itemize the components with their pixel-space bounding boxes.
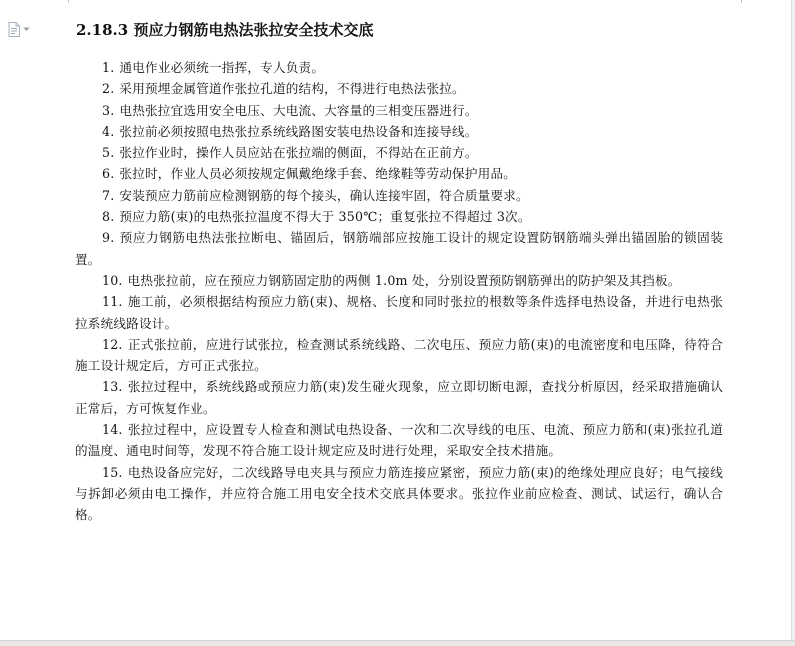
item-text: 张拉过程中，系统线路或预应力筋(束)发生碰火现象，应立即切断电源，查找分析原因，经采取措施确认正常后，方可恢复作业。: [75, 379, 723, 416]
item-number: 11.: [102, 294, 123, 310]
list-item: [75, 376, 723, 419]
page-corner-mark-right: [741, 0, 742, 3]
item-text: 张拉过程中，应设置专人检查和测试电热设备、一次和二次导线的电压、电流、预应力筋和(束)张拉孔道的温度、通电时间等，发现不符合施工设计规定应及时进行处理，采取安全技术措施。: [75, 422, 723, 459]
list-item: [75, 163, 723, 184]
list-item: [75, 334, 723, 377]
section-heading: [76, 18, 373, 42]
list-item: [75, 462, 723, 526]
item-number: 4.: [102, 123, 115, 139]
item-number: 13.: [102, 379, 123, 395]
section-number: 2.18.3: [76, 21, 129, 39]
item-text: 预应力筋(束)的电热张拉温度不得大于 350℃；重复张拉不得超过 3次。: [119, 209, 531, 225]
section-title: 预应力钢筋电热法张拉安全技术交底: [133, 21, 374, 39]
item-number: 2.: [102, 81, 115, 97]
item-text: 施工前，必须根据结构预应力筋(束)、规格、长度和同时张拉的根数等条件选择电热设备，并进行电热张拉系统线路设计。: [75, 294, 723, 331]
item-text: 安装预应力筋前应检测钢筋的每个接头，确认连接牢固，符合质量要求。: [119, 187, 529, 203]
list-item: [75, 270, 723, 291]
item-text: 张拉时，作业人员必须按规定佩戴绝缘手套、绝缘鞋等劳动保护用品。: [119, 166, 517, 182]
item-text: 电热张拉宜选用安全电压、大电流、大容量的三相变压器进行。: [119, 102, 478, 118]
item-text: 电热设备应完好，二次线路导电夹具与预应力筋连接应紧密，预应力筋(束)的绝缘处理应良好；电气接线与拆卸必须由电工操作，并应符合施工用电安全技术交底具体要求。张拉作业前应检查、测试、试运行，确认合格。: [75, 464, 723, 523]
page-bottom-edge: [0, 640, 795, 646]
item-number: 7.: [102, 187, 115, 203]
list-item: [75, 206, 723, 227]
item-number: 3.: [102, 102, 115, 118]
item-number: 9.: [102, 230, 115, 246]
document-menu-button[interactable]: [8, 21, 30, 37]
page-corner-mark-left: [68, 0, 69, 3]
list-item: [75, 185, 723, 206]
list-item: [75, 78, 723, 99]
item-number: 6.: [102, 166, 115, 182]
item-number: 5.: [102, 145, 115, 161]
item-text: 电热张拉前，应在预应力钢筋固定肋的两侧 1.0m 处，分别设置预防钢筋弹出的防护架及其挡板。: [127, 272, 681, 288]
item-text: 张拉作业时，操作人员应站在张拉端的侧面，不得站在正前方。: [119, 145, 478, 161]
procedure-list: [75, 57, 723, 526]
item-number: 10.: [102, 272, 123, 288]
item-text: 通电作业必须统一指挥，专人负责。: [119, 60, 325, 75]
list-item: [75, 291, 723, 334]
window-right-edge: [791, 0, 795, 646]
document-icon: [8, 22, 20, 37]
item-text: 预应力钢筋电热法张拉断电、锚固后，钢筋端部应按施工设计的规定设置防钢筋端头弹出锚固胎的锁固装置。: [75, 230, 723, 267]
list-item: [75, 142, 723, 163]
list-item: [75, 100, 723, 121]
list-item: [75, 121, 723, 142]
item-number: 15.: [102, 464, 123, 480]
item-number: 12.: [102, 336, 123, 352]
item-text: 采用预埋金属管道作张拉孔道的结构，不得进行电热法张拉。: [119, 81, 465, 97]
list-item: [75, 57, 723, 78]
chevron-down-icon: [23, 27, 30, 32]
item-text: 张拉前必须按照电热张拉系统线路图安装电热设备和连接导线。: [119, 123, 478, 139]
list-item: [75, 419, 723, 462]
item-number: 14.: [102, 422, 123, 438]
item-number: 1.: [102, 60, 115, 75]
item-number: 8.: [102, 209, 115, 225]
list-item: [75, 227, 723, 270]
item-text: 正式张拉前，应进行试张拉，检查测试系统线路、二次电压、预应力筋(束)的电流密度和电压降，待符合施工设计规定后，方可正式张拉。: [75, 336, 723, 374]
